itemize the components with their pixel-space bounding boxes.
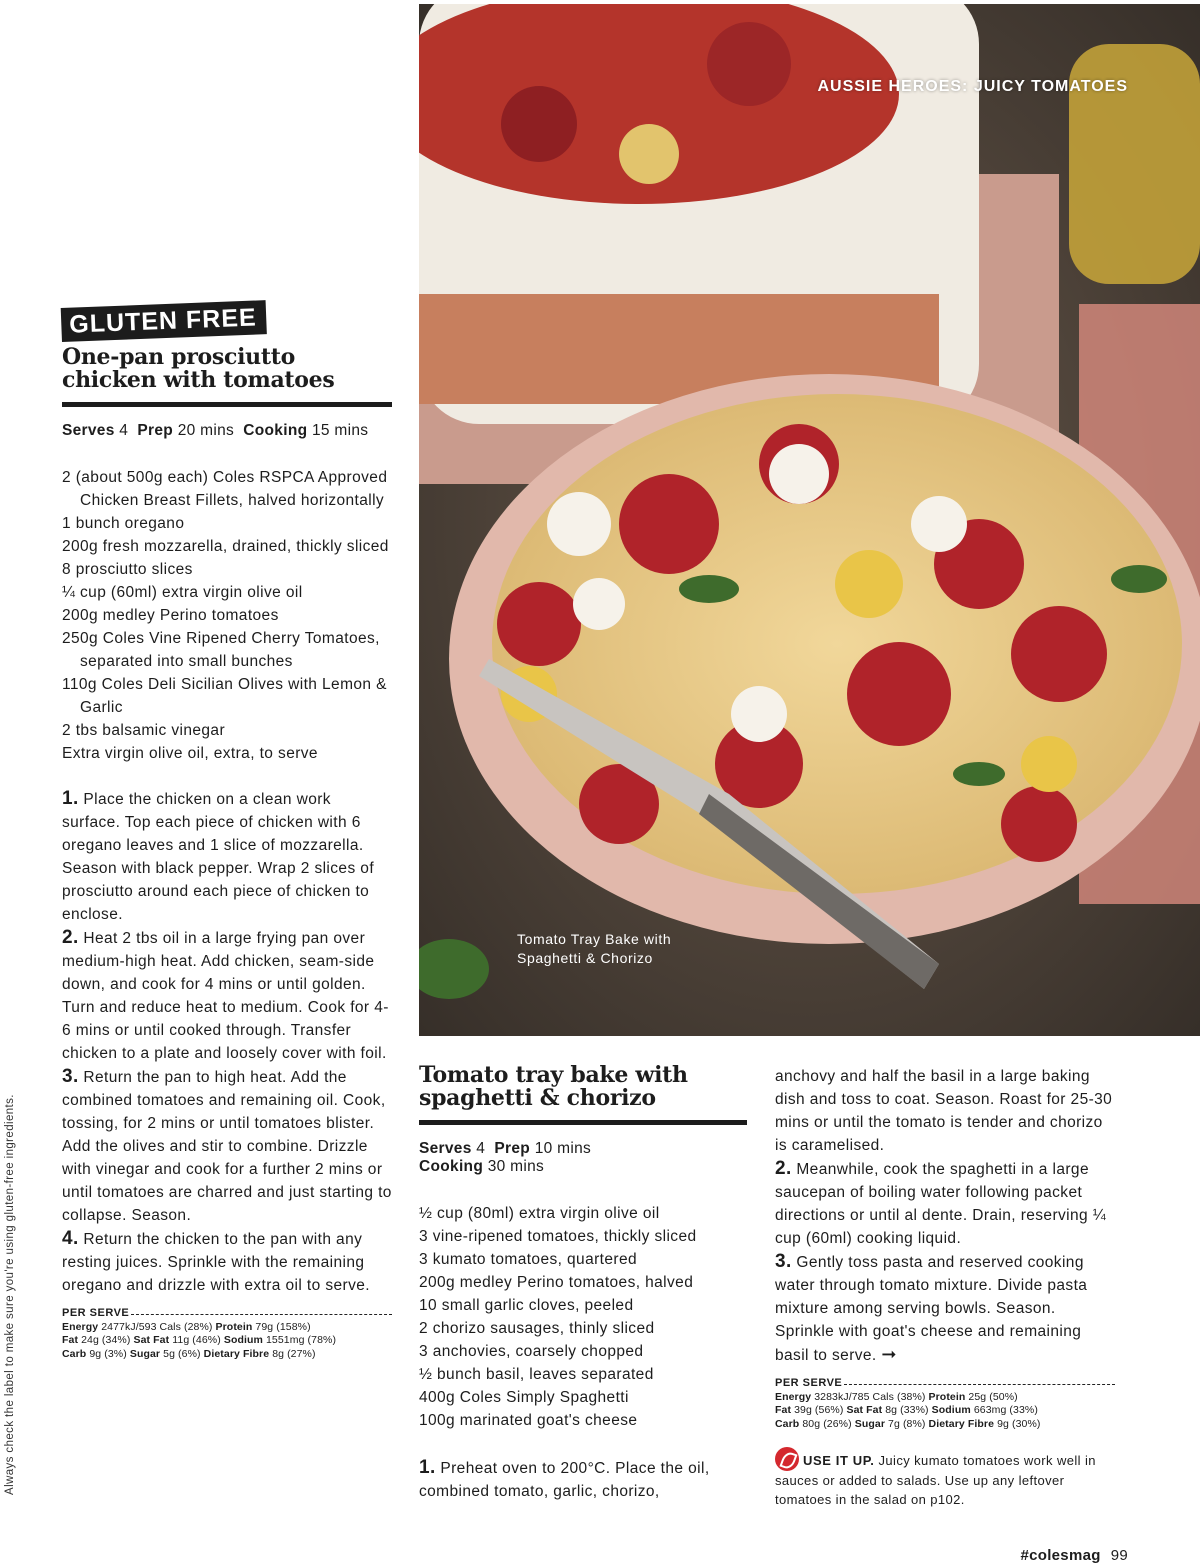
use-it-up-tip	[775, 1447, 1115, 1509]
sugar-label: Sugar	[129, 1347, 161, 1360]
ingredient-list	[62, 466, 392, 765]
ingredient-item: 1 bunch oregano	[62, 515, 185, 532]
energy-label: Energy	[62, 1320, 99, 1333]
satfat-label: Sat Fat	[133, 1334, 170, 1346]
sugar-value: 5g (6%)	[163, 1347, 201, 1360]
nutrition-line	[62, 1334, 392, 1348]
fibre-value: 9g (30%)	[997, 1417, 1041, 1430]
method-steps	[775, 1065, 1115, 1367]
method-step	[775, 1157, 1115, 1250]
sodium-value: 1551mg (78%)	[265, 1334, 337, 1346]
fat-label: Fat	[62, 1334, 79, 1346]
serves-value: 4	[476, 1140, 486, 1157]
satfat-label: Sat Fat	[846, 1404, 883, 1416]
step-text: Gently toss pasta and reserved cooking water through tomato mixture. Divide pasta mixture among serving bowls. Season. Sprinkle with goat's cheese and remaining basil to serve.	[775, 1254, 1088, 1364]
step-number: 2.	[775, 1158, 792, 1179]
step-text: Return the pan to high heat. Add the combined tomatoes and remaining oil. Cook, tossing, for 2 mins or until tomatoes blister. Add the olives and stir to combine. Drizzle with vinegar and cook for a further 2 mins or until tomatoes are charred and just starting to collapse. Season.	[62, 1069, 392, 1224]
recipe-tomato-tray-bake	[419, 1060, 747, 1503]
fibre-label: Dietary Fibre	[203, 1347, 270, 1360]
step-text: Place the chicken on a clean work surface. Top each piece of chicken with 6 oregano leaves and 1 slice of mozzarella. Season with black pepper. Wrap 2 slices of prosciutto around each piece of chicken to enclose.	[62, 791, 375, 923]
sodium-label: Sodium	[931, 1404, 971, 1416]
satfat-value: 11g (46%)	[172, 1334, 221, 1346]
nutrition-panel	[62, 1307, 392, 1361]
ingredient-item: ¼ cup (60ml) extra virgin olive oil	[62, 584, 303, 601]
serves-label: Serves	[419, 1140, 472, 1157]
recipe-prosciutto-chicken	[62, 303, 392, 1361]
nutrition-line	[775, 1391, 1115, 1405]
hashtag: #colesmag	[1020, 1547, 1101, 1564]
method-step	[775, 1065, 1115, 1157]
ingredient-item: 2 (about 500g each) Coles RSPCA Approved Chicken Breast Fillets, halved horizontally	[62, 469, 388, 509]
use-it-up-text: Juicy kumato tomatoes work well in sauces or added to salads. Use up any leftover tomatoes in the salad on p102.	[775, 1453, 1096, 1507]
nutrition-panel	[775, 1377, 1115, 1431]
gluten-free-disclaimer: Always check the label to make sure you're using gluten-free ingredients.	[4, 1094, 16, 1495]
ingredient-item: 400g Coles Simply Spaghetti	[419, 1389, 629, 1406]
carb-label: Carb	[775, 1417, 800, 1430]
title-divider	[419, 1120, 747, 1125]
sugar-label: Sugar	[854, 1417, 886, 1430]
sodium-value: 663mg (33%)	[973, 1404, 1038, 1416]
arrow-right-icon: ➞	[881, 1344, 897, 1364]
ingredient-item: 200g medley Perino tomatoes	[62, 607, 279, 624]
cooking-value: 30 mins	[487, 1158, 545, 1175]
serves-label: Serves	[62, 422, 115, 439]
ingredient-item: 100g marinated goat's cheese	[419, 1412, 638, 1429]
fibre-label: Dietary Fibre	[928, 1417, 995, 1430]
step-text: Meanwhile, cook the spaghetti in a large saucepan of boiling water following packet directions or until al dente. Drain, reserving ¼ cup (60ml) cooking liquid.	[775, 1161, 1107, 1247]
ingredient-item: 110g Coles Deli Sicilian Olives with Lemon & Garlic	[62, 676, 387, 716]
step-text: anchovy and half the basil in a large baking dish and toss to coat. Season. Roast for 25-30 mins or until the tomato is tender and chorizo is caramelised.	[775, 1068, 1113, 1154]
step-number: 1.	[419, 1457, 436, 1478]
serves-value: 4	[119, 422, 129, 439]
step-number: 3.	[775, 1251, 792, 1272]
nutrition-line	[62, 1348, 392, 1362]
prep-label: Prep	[494, 1140, 531, 1157]
fat-label: Fat	[775, 1404, 792, 1416]
nutrition-line	[775, 1404, 1115, 1418]
method-step	[62, 787, 392, 926]
ingredient-item: Extra virgin olive oil, extra, to serve	[62, 745, 318, 762]
title-divider	[62, 402, 392, 407]
method-step	[62, 1227, 392, 1297]
ingredient-item: 3 anchovies, coarsely chopped	[419, 1343, 644, 1360]
fat-value: 24g (34%)	[81, 1334, 131, 1346]
energy-value: 2477kJ/593 Cals (28%)	[101, 1320, 213, 1333]
step-text: Heat 2 tbs oil in a large frying pan over medium-high heat. Add chicken, seam-side down, and cook for 4 mins or until golden. Turn and reduce heat to medium. Cook for 4-6 mins or until cooked through. Transfer chicken to a plate and loosely cover with foil.	[62, 930, 389, 1062]
protein-label: Protein	[215, 1320, 253, 1333]
sugar-value: 7g (8%)	[888, 1417, 926, 1430]
prep-label: Prep	[137, 422, 174, 439]
method-steps	[419, 1456, 747, 1503]
carb-label: Carb	[62, 1347, 87, 1360]
recipe-photo	[419, 4, 1200, 1036]
ingredient-item: 2 tbs balsamic vinegar	[62, 722, 226, 739]
ingredient-item: ½ cup (80ml) extra virgin olive oil	[419, 1205, 660, 1222]
protein-value: 25g (50%)	[968, 1390, 1018, 1403]
energy-value: 3283kJ/785 Cals (38%)	[814, 1390, 926, 1403]
ingredient-item: 3 vine-ripened tomatoes, thickly sliced	[419, 1228, 697, 1245]
recipe-title: One-pan prosciutto chicken with tomatoes	[62, 344, 335, 393]
use-it-up-label: USE IT UP.	[803, 1453, 875, 1468]
ingredient-item: 250g Coles Vine Ripened Cherry Tomatoes, separated into small bunches	[62, 630, 380, 670]
page-footer	[1020, 1547, 1128, 1564]
protein-label: Protein	[928, 1390, 966, 1403]
ingredient-item: 200g medley Perino tomatoes, halved	[419, 1274, 694, 1291]
photo-caption: Tomato Tray Bake with Spaghetti & Chorizo	[517, 931, 672, 966]
method-step	[775, 1250, 1115, 1367]
page-number: 99	[1110, 1547, 1128, 1564]
energy-label: Energy	[775, 1390, 812, 1403]
step-number: 3.	[62, 1066, 79, 1087]
method-step	[62, 1065, 392, 1227]
method-step	[419, 1456, 747, 1503]
step-number: 2.	[62, 927, 79, 948]
carb-value: 80g (26%)	[802, 1417, 852, 1430]
recipe-title: Tomato tray bake with spaghetti & chorizo	[419, 1062, 688, 1111]
recipe-meta	[419, 1140, 747, 1176]
carb-value: 9g (3%)	[89, 1347, 127, 1360]
method-steps	[62, 787, 392, 1297]
step-number: 4.	[62, 1228, 79, 1249]
cooking-label: Cooking	[419, 1158, 484, 1175]
fibre-value: 8g (27%)	[272, 1347, 316, 1360]
dashed-divider	[131, 1314, 392, 1315]
nutrition-line	[775, 1418, 1115, 1432]
recipe-continued-column	[775, 1065, 1115, 1509]
nutrition-line	[62, 1321, 392, 1335]
step-text: Preheat oven to 200°C. Place the oil, combined tomato, garlic, chorizo,	[419, 1460, 710, 1500]
sodium-label: Sodium	[223, 1334, 263, 1346]
gluten-free-badge: GLUTEN FREE	[61, 300, 268, 342]
per-serve-label: PER SERVE	[775, 1377, 843, 1389]
per-serve-label: PER SERVE	[62, 1307, 130, 1319]
pasta-bowl-image	[419, 4, 1200, 1036]
leaf-icon	[775, 1447, 799, 1471]
dashed-divider	[844, 1384, 1115, 1385]
prep-value: 10 mins	[534, 1140, 592, 1157]
fat-value: 39g (56%)	[794, 1404, 844, 1416]
satfat-value: 8g (33%)	[885, 1404, 929, 1416]
cooking-label: Cooking	[243, 422, 308, 439]
cooking-value: 15 mins	[311, 422, 369, 439]
prep-value: 20 mins	[177, 422, 235, 439]
ingredient-item: 2 chorizo sausages, thinly sliced	[419, 1320, 655, 1337]
ingredient-item: 10 small garlic cloves, peeled	[419, 1297, 634, 1314]
method-step	[62, 926, 392, 1065]
ingredient-item: 8 prosciutto slices	[62, 561, 193, 578]
protein-value: 79g (158%)	[255, 1320, 311, 1333]
ingredient-item: ½ bunch basil, leaves separated	[419, 1366, 654, 1383]
ingredient-item: 200g fresh mozzarella, drained, thickly sliced	[62, 538, 389, 555]
recipe-meta	[62, 422, 392, 440]
section-heading: AUSSIE HEROES: JUICY TOMATOES	[817, 78, 1128, 95]
ingredient-list	[419, 1202, 747, 1432]
step-number: 1.	[62, 788, 79, 809]
ingredient-item: 3 kumato tomatoes, quartered	[419, 1251, 637, 1268]
step-text: Return the chicken to the pan with any resting juices. Sprinkle with the remaining oregano and drizzle with extra oil to serve.	[62, 1231, 370, 1294]
